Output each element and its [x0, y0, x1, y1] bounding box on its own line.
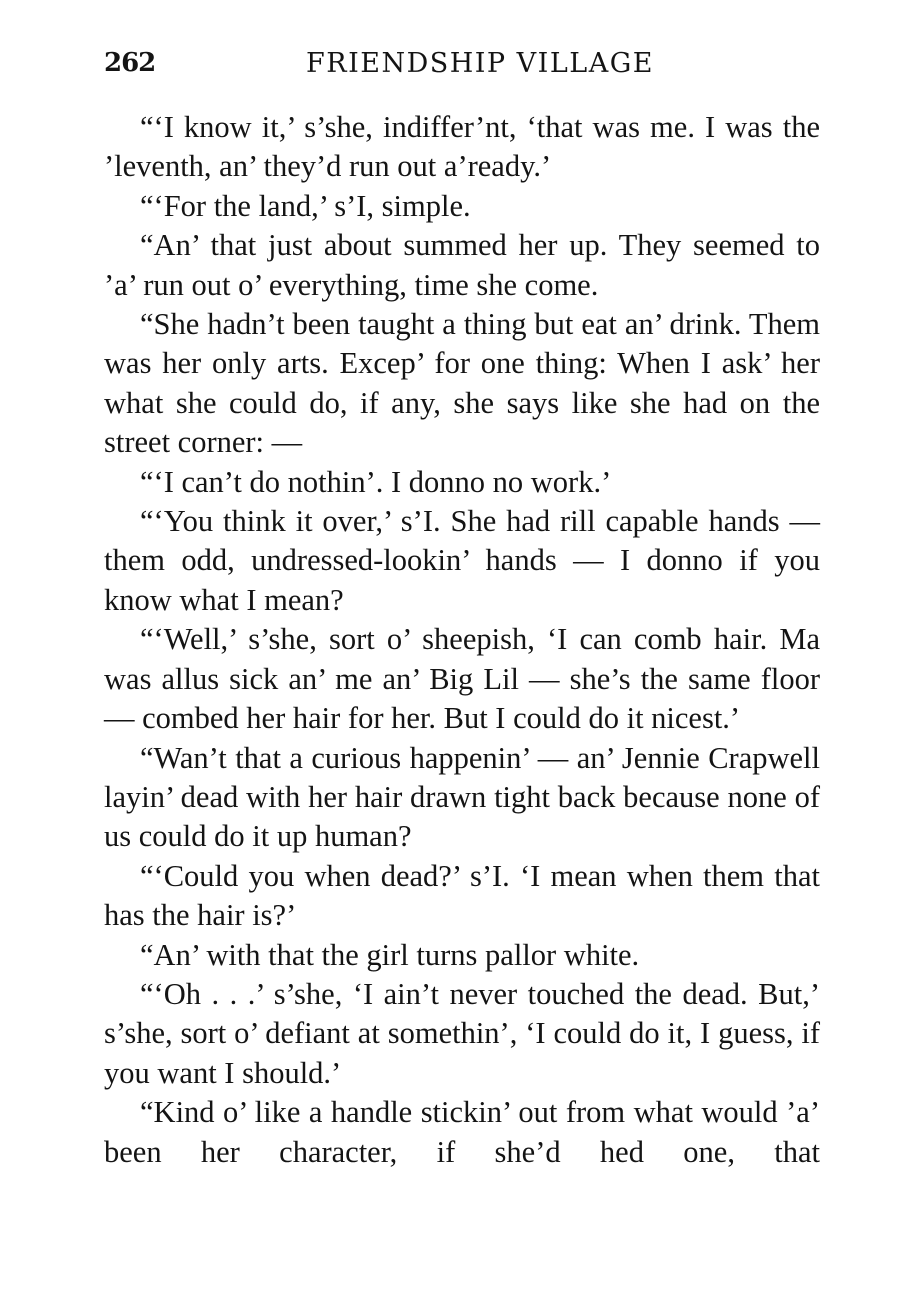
- body-text: [104, 108, 820, 1172]
- paragraph: “‘You think it over,’ s’I. She had rill capable hands — them odd, undressed-lookin’ hands — I donno if you know what I mean?: [104, 504, 820, 617]
- paragraph: “She hadn’t been taught a thing but eat an’ drink. Them was her only arts. Excep’ for one thing: When I ask’ her what she could do, if any, she says like she had on the street corner: —: [104, 307, 820, 460]
- paragraph: “An’ that just about summed her up. They seemed to ’a’ run out o’ everything, time she come.: [104, 228, 820, 302]
- paragraph: “‘Well,’ s’she, sort o’ sheepish, ‘I can comb hair. Ma was allus sick an’ me an’ Big Lil — she’s the same floor — combed her hair for her. But I could do it nicest.’: [104, 622, 820, 736]
- paragraph: “Wan’t that a curious happenin’ — an’ Jennie Crapwell layin’ dead with her hair drawn tight back because none of us could do it up human?: [104, 740, 820, 854]
- paragraph: “‘I know it,’ s’she, indiffer’nt, ‘that was me. I was the ’leventh, an’ they’d run out a’ready.’: [104, 110, 820, 184]
- paragraph: “An’ with that the girl turns pallor white.: [140, 937, 640, 972]
- book-title: FRIENDSHIP VILLAGE: [306, 48, 654, 79]
- paragraph: “‘I can’t do nothin’. I donno no work.’: [140, 464, 612, 499]
- page-number: 262: [104, 48, 156, 78]
- running-head: [104, 48, 816, 84]
- paragraph: “Kind o’ like a handle stickin’ out from what would ’a’ been her character, if she’d hed one, that: [104, 1095, 820, 1169]
- paragraph: “‘Oh . . .’ s’she, ‘I ain’t never touched the dead. But,’ s’she, sort o’ defiant at somethin’, ‘I could do it, I guess, if you want I should.’: [104, 976, 820, 1090]
- paragraph: “‘Could you when dead?’ s’I. ‘I mean when them that has the hair is?’: [104, 858, 820, 933]
- paragraph: “‘For the land,’ s’I, simple.: [140, 188, 471, 223]
